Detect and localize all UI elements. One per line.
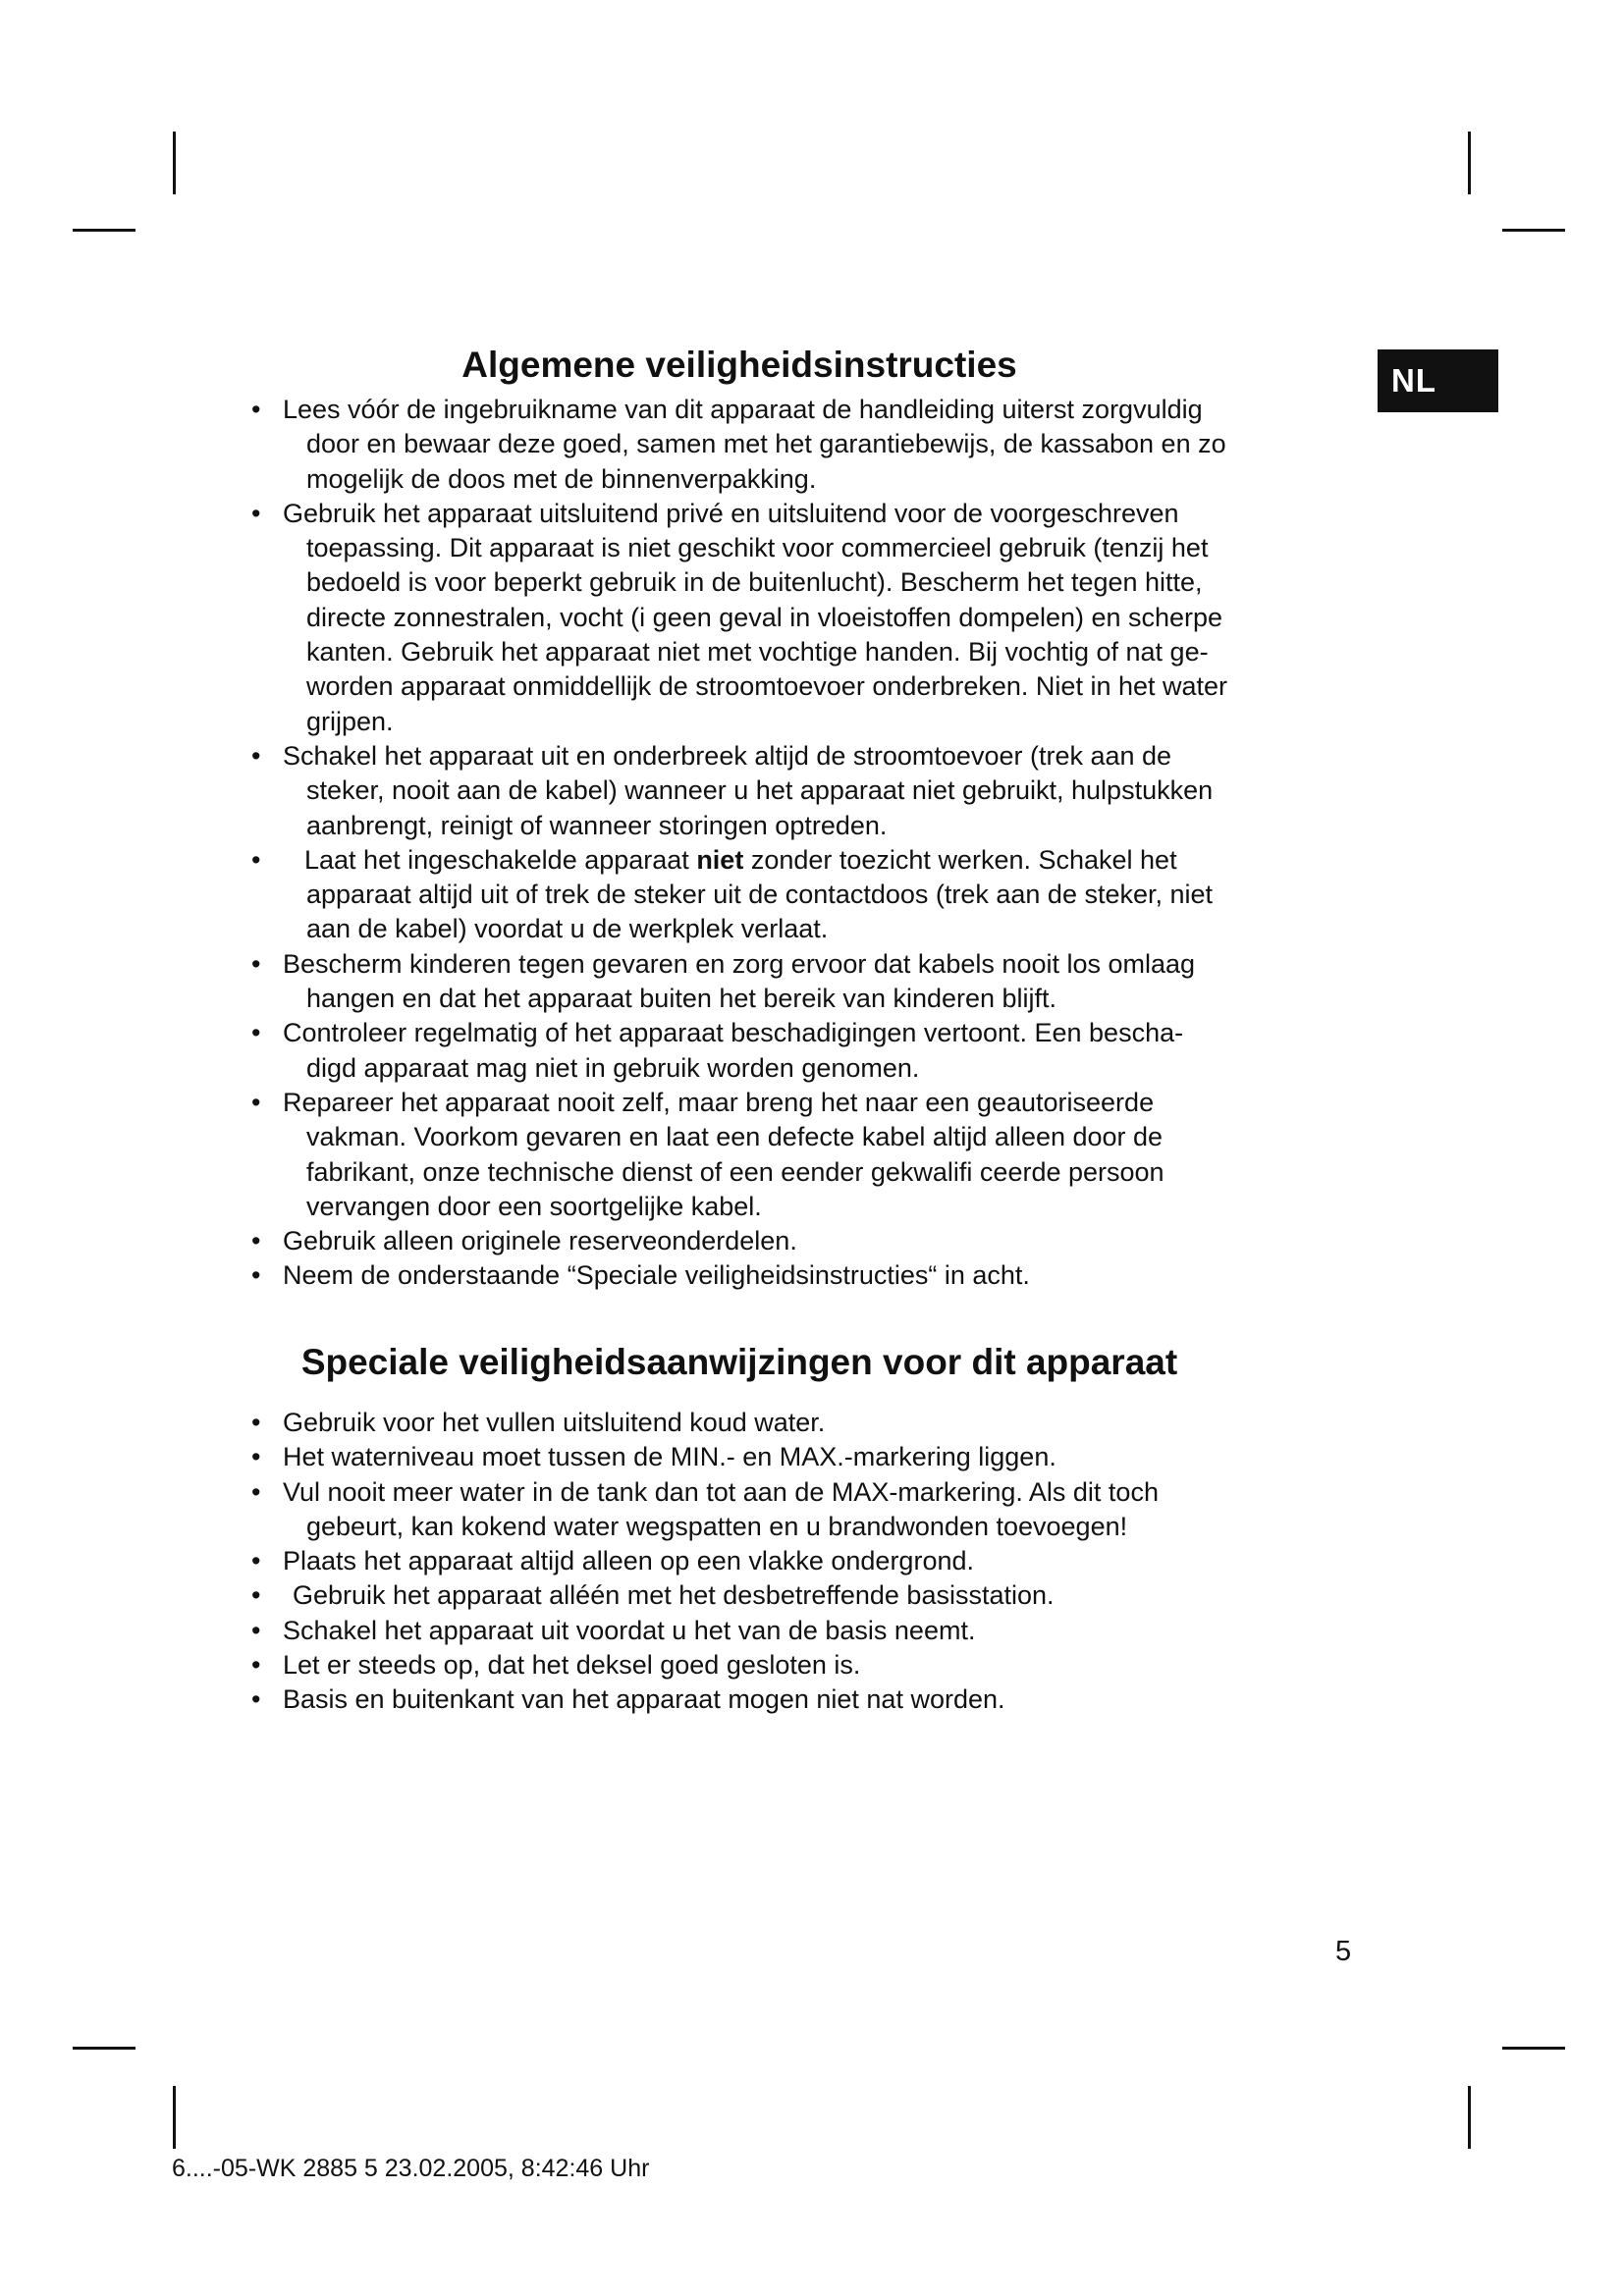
- list-item: • Basis en buitenkant van het apparaat mogen niet nat worden.: [251, 1684, 1005, 1715]
- crop-mark: [1502, 2047, 1565, 2050]
- crop-mark: [173, 132, 176, 194]
- general-safety-list: [251, 393, 1375, 1294]
- list-item: • Schakel het apparaat uit voordat u het van de basis neemt.: [251, 1615, 976, 1645]
- list-item: • Plaats het apparaat altijd alleen op een vlakke ondergrond.: [251, 1546, 974, 1576]
- list-item: • Gebruik alleen originele reserveonderdelen.: [251, 1226, 797, 1256]
- language-tab: NL: [1378, 349, 1498, 412]
- crop-mark: [73, 229, 135, 232]
- crop-mark: [1468, 2086, 1471, 2149]
- list-item: • Repareer het apparaat nooit zelf, maar breng het naar een geautoriseerde vakman. Voorkom gevaren en laat een defecte kabel altijd alleen door de fabrikant, onze technische dienst of een eender gekwalifi ceerde persoon vervangen door een soortgelijke kabel.: [251, 1087, 1164, 1221]
- list-item: • Neem de onderstaande “Speciale veiligheidsinstructies“ in acht.: [251, 1260, 1030, 1291]
- list-item: • Controleer regelmatig of het apparaat beschadigingen vertoont. Een bescha- digd apparaat mag niet in gebruik worden genomen.: [251, 1018, 1184, 1083]
- crop-mark: [1502, 229, 1565, 232]
- list-item: • Gebruik voor het vullen uitsluitend koud water.: [251, 1408, 826, 1437]
- list-item: • Let er steeds op, dat het deksel goed gesloten is.: [251, 1650, 861, 1681]
- page-number: 5: [1335, 1936, 1352, 1967]
- list-item: • Het waterniveau moet tussen de MIN.- en MAX.-markering liggen.: [251, 1442, 1056, 1472]
- section-title: Algemene veiligheidsinstructies: [461, 345, 1017, 385]
- print-slug: 6....-05-WK 2885 5 23.02.2005, 8:42:46 Uhr: [172, 2155, 650, 2182]
- list-item: • Schakel het apparaat uit en onderbreek altijd de stroomtoevoer (trek aan de steker, nooit aan de kabel) wanneer u het apparaat niet gebruikt, hulpstukken aanbrengt, reinigt of wanneer storingen optreden.: [251, 740, 1214, 840]
- crop-mark: [173, 2086, 176, 2149]
- section-title: Speciale veiligheidsaanwijzingen voor dit apparaat: [300, 1342, 1178, 1382]
- section-special-safety: [251, 1339, 1375, 1718]
- section-general-safety: [251, 342, 1375, 1294]
- special-safety-list: [251, 1406, 1375, 1718]
- list-item: • Gebruik het apparaat alléén met het desbetreffende basisstation.: [251, 1580, 1055, 1611]
- emphasis-not: niet: [696, 844, 744, 875]
- crop-mark: [73, 2047, 135, 2050]
- crop-mark: [1468, 132, 1471, 194]
- list-item: • Bescherm kinderen tegen gevaren en zorg ervoor dat kabels nooit los omlaag hangen en dat het apparaat buiten het bereik van kinderen blijft.: [251, 948, 1196, 1014]
- list-item: • Vul nooit meer water in de tank dan tot aan de MAX-markering. Als dit toch gebeurt, kan kokend water wegspatten en u brandwonden toevoegen!: [251, 1476, 1159, 1541]
- list-item: • Laat het ingeschakelde apparaat niet zonder toezicht werken. Schakel het apparaat altijd uit of trek de steker uit de contactdoos (trek aan de steker, niet aan de kabel) voordat u de werkplek verlaat.: [251, 844, 1214, 944]
- list-item: • Lees vóór de ingebruikname van dit apparaat de handleiding uiterst zorgvuldig door en bewaar deze goed, samen met het garantiebewijs, de kassabon en zo mogelijk de doos met de binnenverpakking.: [251, 395, 1226, 494]
- list-item: • Gebruik het apparaat uitsluitend privé en uitsluitend voor de voorgeschreven toepassing. Dit apparaat is niet geschikt voor commercieel gebruik (tenzij het bedoeld is voor beperkt gebruik in de buitenlucht). Bescherm het tegen hitte, directe zonnestralen, vocht (i geen geval in vloeistoffen dompelen) en scherpe kanten. Gebruik het apparaat niet met vochtige handen. Bij vochtig of nat ge- worden apparaat onmiddellijk de stroomtoevoer onderbreken. Niet in het water grijpen.: [251, 498, 1228, 736]
